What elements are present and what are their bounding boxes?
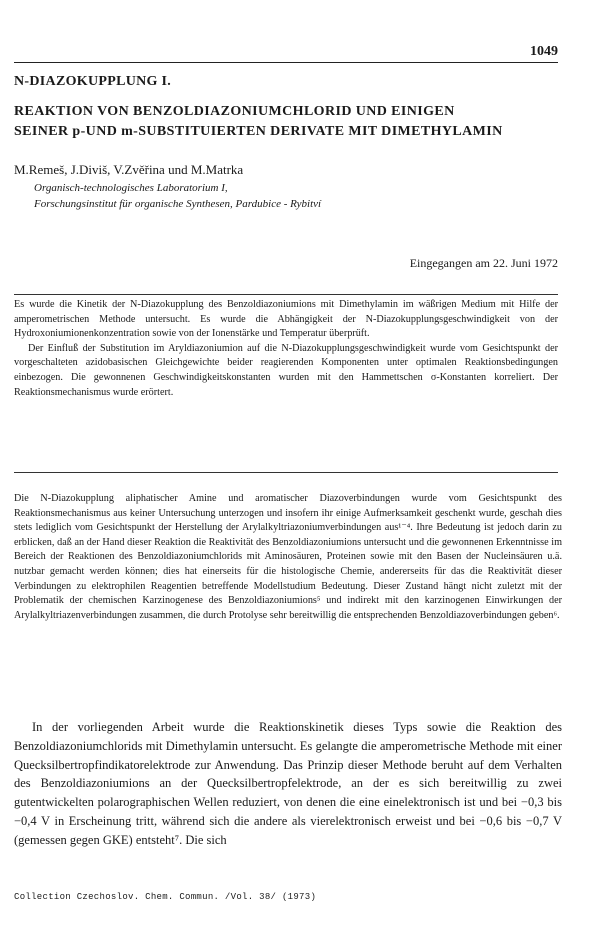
affiliation-line-2: Forschungsinstitut für organische Synthesen, Pardubice - Rybitví <box>34 198 322 210</box>
abstract-top-rule <box>14 294 558 295</box>
authors: M.Remeš, J.Diviš, V.Zvěřina und M.Matrka <box>14 162 244 177</box>
main-section <box>14 718 562 850</box>
abstract-bottom-rule <box>14 472 558 473</box>
abstract <box>14 298 558 400</box>
affiliation-line-1: Organisch-technologisches Laboratorium I, <box>34 182 228 194</box>
page-number: 1049 <box>530 44 558 59</box>
received-date: Eingegangen am 22. Juni 1972 <box>409 256 558 270</box>
article-title: N-DIAZOKUPPLUNG I. <box>14 74 172 89</box>
subtitle-line-2: SEINER p-UND m-SUBSTITUIERTEN DERIVATE MIT DIMETHYLAMIN <box>14 124 503 139</box>
abstract-paragraph-2: Der Einfluß der Substitution im Aryldiazoniumion auf die N-Diazokupplungsgeschwindigkeit wurde vom Gesichtspunkt der vorgeschalteten azidobasischen Gleichgewichte beider reagierenden Komponenten unter optimalen Reaktionsbedingungen einbezogen. Die gewonnenen Geschwindigkeitskonstanten wurden mit den Hammettschen σ-Konstanten korreliert. Der Reaktionsmechanismus wurde erörtert. <box>14 342 558 398</box>
intro-paragraph: Die N-Diazokupplung aliphatischer Amine und aromatischer Diazoverbindungen wurde vom Gesichtspunkt des Reaktionsmechanismus aus keiner Untersuchung unterzogen und insofern ihr einige Aufmerksamkeit geschenkt wurde, geschah dies stets lediglich vom Gesichtspunkt der Herstellung der Arylalkyltriazoniumverbindungen aus¹⁻⁴. Ihre Bedeutung ist jedoch darin zu erblicken, daß an der Hand dieser Reaktion die Reaktivität des Benzoldiazoniumions untersucht und die gewonnenen Erkenntnisse im Bereich der Reaktionen des Benzoldiazoniumchlorids mit Aminosäuren, Proteinen sowie mit den Basen der Nucleinsäuren u.ä. nutzbar gemacht werden können; dies hat einerseits für die histologische Chemie, andererseits für das die Reaktivität dieser Verbindungen zu elektrophilen Reagentien betreffende Modellstudium Bedeutung. Dieser Zustand hängt nicht zuletzt mit der Problematik der chemischen Karzinogenese des Benzoldiazoniumions⁵ und indirekt mit den karzinogenen Einwirkungen der Arylalkyltriazenverbindungen zusammen, die durch Protolyse sehr bereitwillig die entsprechenden Benzoldiazoverbindungen geben⁶. <box>14 493 562 621</box>
main-paragraph: In der vorliegenden Arbeit wurde die Reaktionskinetik dieses Typs sowie die Reaktion des Benzoldiazoniumchlorids mit Dimethylamin untersucht. Es gelangte die amperometrische Methode mit einer Quecksilbertropfindikatorelektrode zur Anwendung. Das Prinzip dieser Methode beruht auf dem Verhalten des Benzoldiazoniumions an der Quecksilbertropfelektrode, an der es sich bereitwillig zu zwei gutentwickelten polarographischen Wellen reduziert, von denen die eine einelektronisch ist und bei −0,3 bis −0,4 V in Erscheinung tritt, während sich die andere als vierelektronisch erweist und bei −0,6 bis −0,7 V (gemessen gegen GKE) entsteht⁷. Die sich <box>14 720 562 847</box>
abstract-paragraph-1: Es wurde die Kinetik der N-Diazokupplung des Benzoldiazoniumions mit Dimethylamin im wäßrigen Medium mit Hilfe der amperometrischen Methode untersucht. Es wurde die Abhängigkeit der N-Diazokupplungsgeschwindigkeit von der Hydroxoniumionenkonzentration sowie von der Ionenstärke und Temperatur überprüft. <box>14 299 558 340</box>
subtitle-line-1: REAKTION VON BENZOLDIAZONIUMCHLORID UND EINIGEN <box>14 104 455 119</box>
top-rule <box>14 62 558 63</box>
footer-citation: Collection Czechoslov. Chem. Commun. /Vol. 38/ (1973) <box>14 892 317 902</box>
intro-section <box>14 492 562 623</box>
article-subtitle <box>14 102 574 142</box>
